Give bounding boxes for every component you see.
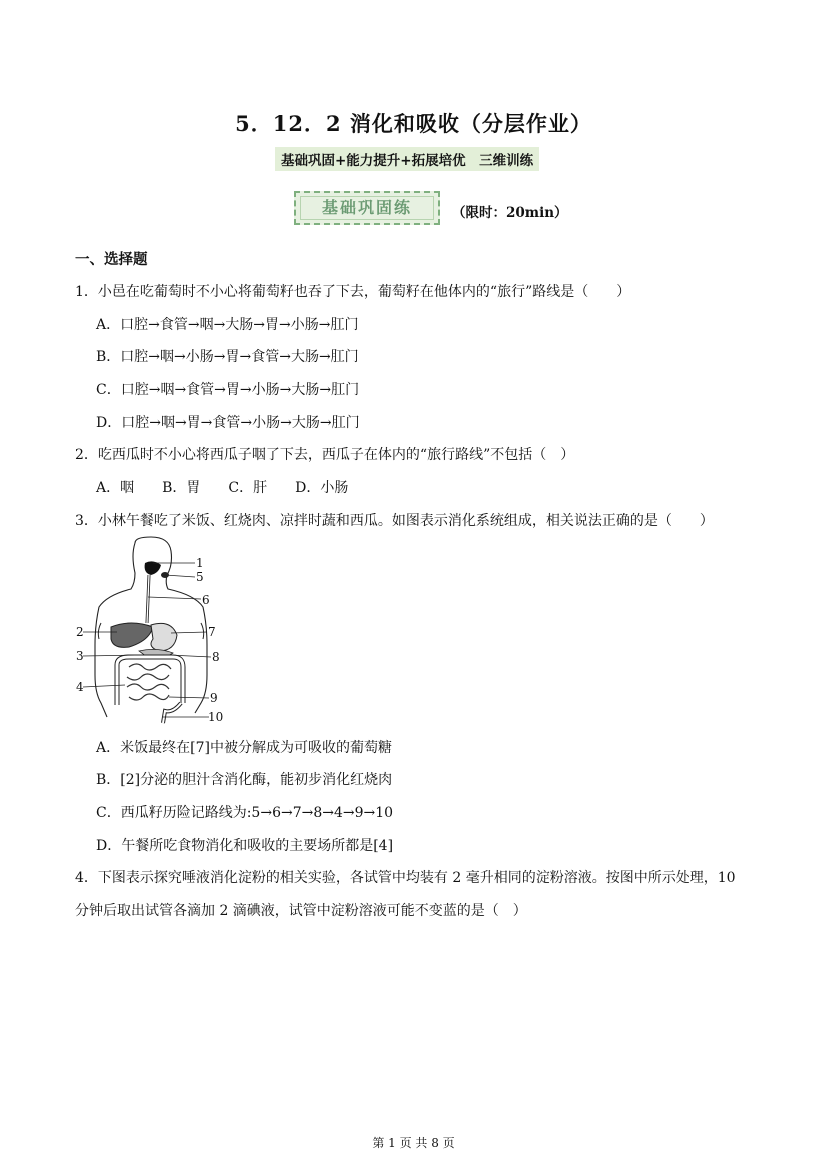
question-2-stem: 2．吃西瓜时不小心将西瓜子咽了下去，西瓜子在体内的“旅行路线”不包括（ ） (75, 447, 575, 463)
question-3-option-b: B．[2]分泌的胆汁含消化酶，能初步消化红烧肉 (96, 772, 393, 788)
question-1-option-a: A．口腔→食管→咽→大肠→胃→小肠→肛门 (96, 317, 359, 333)
diagram-label-4: 4 (76, 680, 84, 694)
diagram-label-8: 8 (212, 650, 220, 664)
diagram-label-10: 10 (208, 710, 224, 724)
question-1-option-d: D．口腔→咽→胃→食管→小肠→大肠→肛门 (96, 415, 360, 431)
question-4-stem-line-2: 分钟后取出试管各滴加 2 滴碘液，试管中淀粉溶液可能不变蓝的是（ ） (75, 903, 527, 919)
time-limit: （限时：20min） (452, 205, 568, 221)
diagram-label-3: 3 (76, 649, 84, 663)
question-1-option-c: C．口腔→咽→食管→胃→小肠→大肠→肛门 (96, 382, 360, 398)
question-1-stem: 1．小邑在吃葡萄时不小心将葡萄籽也吞了下去，葡萄籽在他体内的“旅行”路线是（ ） (75, 284, 631, 300)
page-subtitle: 基础巩固+能力提升+拓展培优 三维训练 (275, 147, 539, 171)
question-2-options: A．咽 B．胃 C．肝 D．小肠 (96, 480, 349, 496)
diagram-label-9: 9 (210, 691, 218, 705)
diagram-label-7: 7 (208, 625, 216, 639)
question-4-stem-line-1: 4．下图表示探究唾液消化淀粉的相关实验，各试管中均装有 2 毫升相同的淀粉溶液。按图中所示处理，10 (75, 870, 736, 886)
question-3-option-d: D．午餐所吃食物消化和吸收的主要场所都是[4] (96, 838, 394, 854)
section-badge: 基础巩固练 (294, 191, 440, 225)
section-heading: 一、选择题 (75, 251, 148, 268)
diagram-label-5: 5 (196, 570, 204, 584)
question-3-stem: 3．小林午餐吃了米饭、红烧肉、凉拌时蔬和西瓜。如图表示消化系统组成，相关说法正确的是（ ） (75, 513, 714, 529)
diagram-label-6: 6 (202, 593, 210, 607)
question-3-option-c: C．西瓜籽历险记路线为:5→6→7→8→4→9→10 (96, 805, 394, 821)
digestive-system-diagram (73, 535, 233, 727)
page-title: 5．12．2 消化和吸收（分层作业） (235, 111, 592, 136)
diagram-label-1: 1 (196, 556, 204, 570)
page-footer: 第 1 页 共 8 页 (372, 1136, 455, 1150)
diagram-label-2: 2 (76, 625, 84, 639)
question-1-option-b: B．口腔→咽→小肠→胃→食管→大肠→肛门 (96, 349, 359, 365)
question-3-option-a: A．米饭最终在[7]中被分解成为可吸收的葡萄糖 (96, 740, 392, 756)
